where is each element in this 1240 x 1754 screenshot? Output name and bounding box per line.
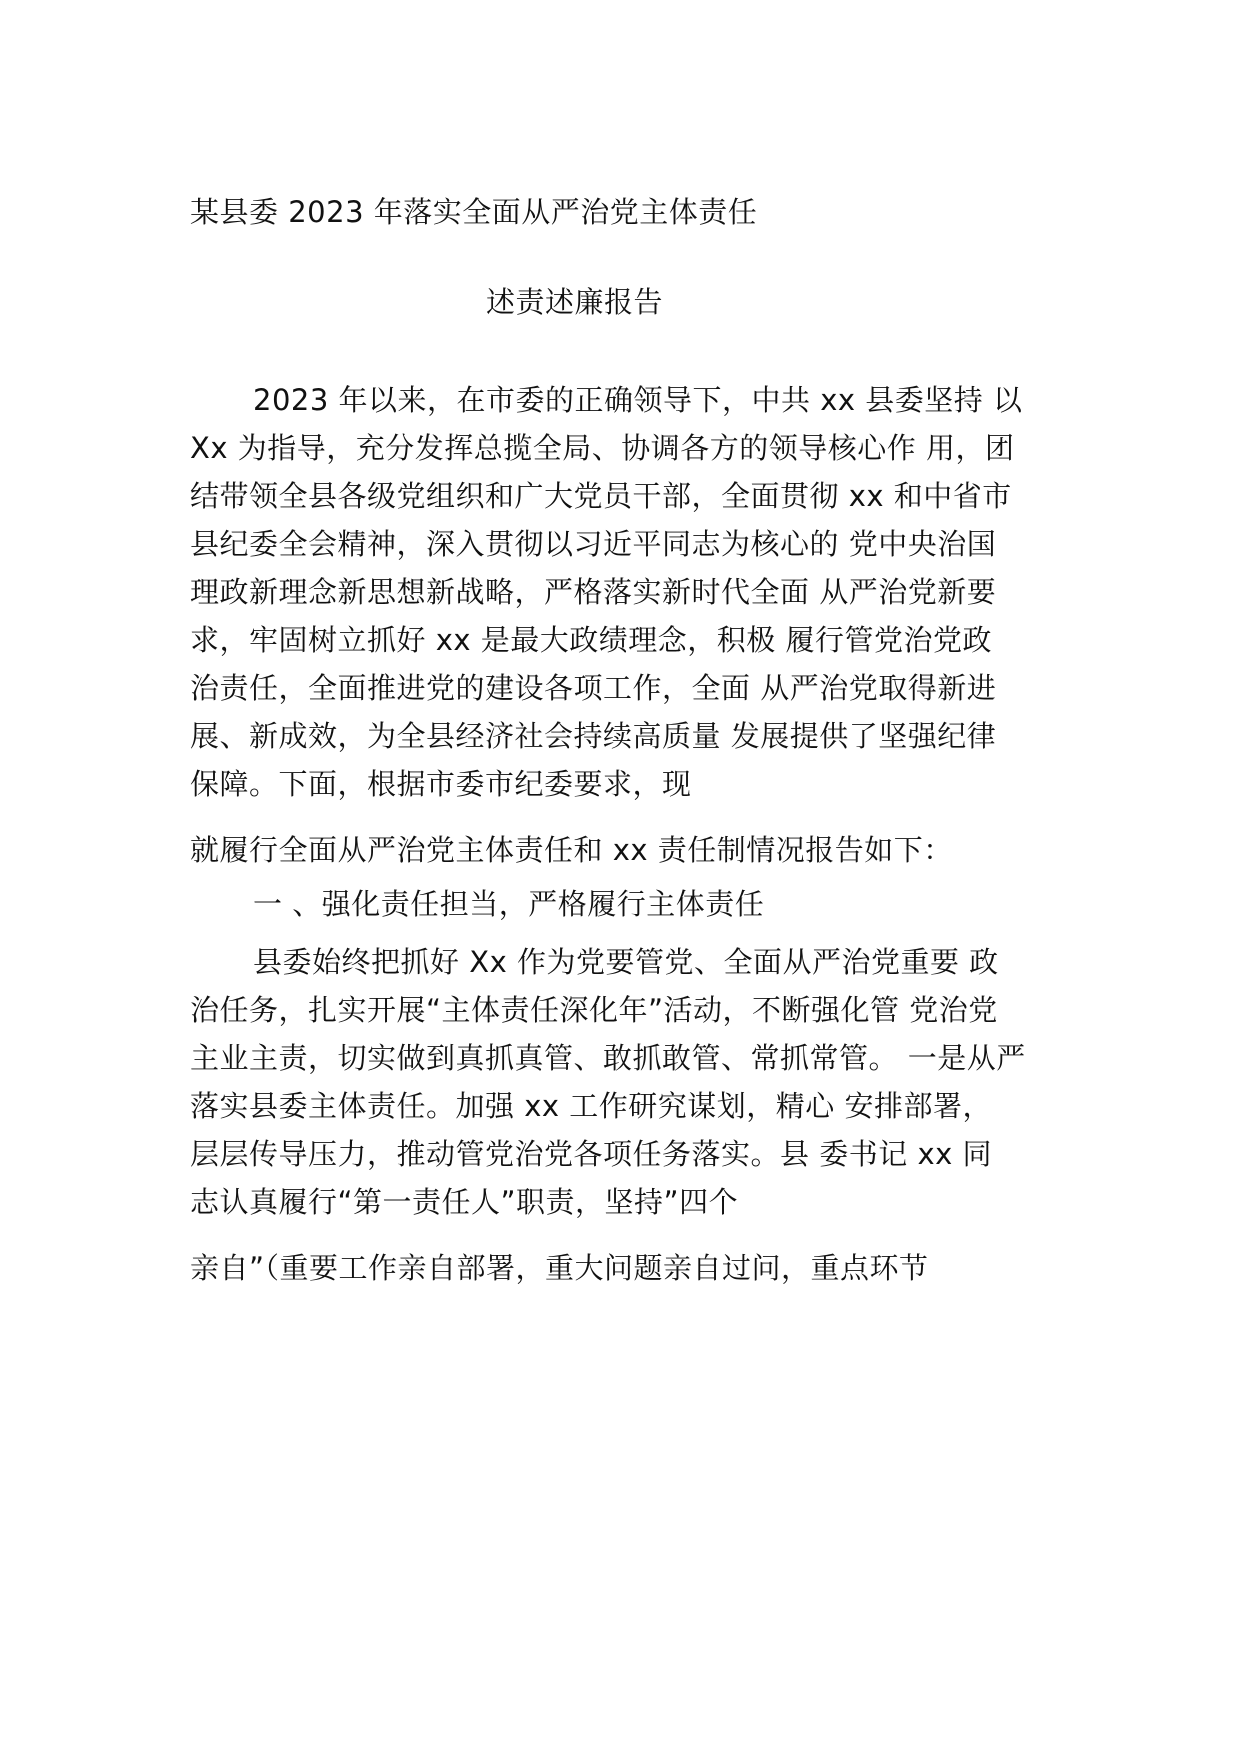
paragraph-line: 志认真履行“第一责任人”职责，坚持”四个: [190, 1185, 739, 1219]
document-title: 某县委 2023 年落实全面从严治党主体责任: [190, 195, 758, 229]
paragraph-line: 县纪委全会精神，深入贯彻以习近平同志为核心的 党中央治国: [190, 527, 997, 561]
paragraph-line: 2023 年以来，在市委的正确领导下，中共 xx 县委坚持 以: [253, 383, 1023, 417]
paragraph-line: 主业主责，切实做到真抓真管、敢抓敢管、常抓常管。 一是从严: [190, 1041, 1026, 1075]
paragraph-line: 县委始终把抓好 Xx 作为党要管党、全面从严治党重要 政: [253, 945, 999, 979]
paragraph-line: 就履行全面从严治党主体责任和 xx 责任制情况报告如下：: [190, 833, 953, 867]
section-heading: 一 、强化责任担当，严格履行主体责任: [253, 887, 765, 921]
paragraph-line: 结带领全县各级党组织和广大党员干部，全面贯彻 xx 和中省市: [190, 479, 1012, 513]
document-subtitle: 述责述廉报告: [486, 285, 664, 319]
paragraph-line: 落实县委主体责任。加强 xx 工作研究谋划，精心 安排部署，: [190, 1089, 992, 1123]
paragraph-line: 亲自”（重要工作亲自部署，重大问题亲自过问，重点环节: [190, 1251, 929, 1285]
paragraph-line: 治责任，全面推进党的建设各项工作，全面 从严治党取得新进: [190, 671, 997, 705]
paragraph-line: 层层传导压力，推动管党治党各项任务落实。县 委书记 xx 同: [190, 1137, 992, 1171]
paragraph-line: 展、新成效，为全县经济社会持续高质量 发展提供了坚强纪律: [190, 719, 997, 753]
paragraph-line: 求，牢固树立抓好 xx 是最大政绩理念，积极 履行管党治党政: [190, 623, 992, 657]
paragraph-line: 治任务，扎实开展“主体责任深化年”活动，不断强化管 党治党: [190, 993, 998, 1027]
paragraph-line: Xx 为指导，充分发挥总揽全局、协调各方的领导核心作 用，团: [190, 431, 1015, 465]
paragraph-line: 理政新理念新思想新战略，严格落实新时代全面 从严治党新要: [190, 575, 997, 609]
paragraph-line: 保障。下面，根据市委市纪委要求，现: [190, 767, 692, 801]
